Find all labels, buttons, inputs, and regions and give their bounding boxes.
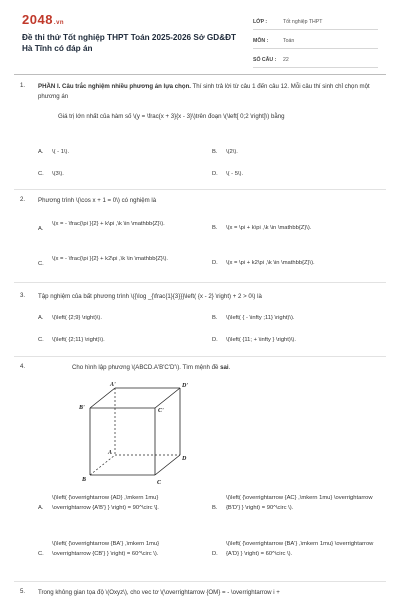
- question-number: 4.: [20, 363, 26, 370]
- logo-text: 2048: [22, 12, 53, 27]
- vertex-label: D': [182, 383, 188, 389]
- meta-class-label: LỚP :: [253, 18, 268, 25]
- option-letter: B.: [212, 315, 218, 321]
- meta-class: [253, 14, 378, 30]
- question-separator: [14, 356, 386, 357]
- edge-b-a-hidden: [90, 455, 115, 475]
- part-instructions: Thí sinh trả lời từ câu 1 đến câu 12. Mỗi câu thí sinh chỉ chọn một phương án: [38, 83, 370, 100]
- site-logo[interactable]: [22, 12, 64, 27]
- meta-class-value: Tốt nghiệp THPT: [283, 18, 323, 25]
- option-letter: A.: [38, 149, 44, 155]
- option-letter: A.: [38, 315, 44, 321]
- option-text: \(\left( {\overrightarrow {AD} ,\mkern 1mu} \overrightarrow {A'B'} } \right) = 90^\circ \].: [52, 495, 159, 511]
- option-letter: C.: [38, 337, 44, 343]
- question-number: 1.: [20, 82, 26, 89]
- vertex-label: A: [108, 450, 113, 456]
- document-title: Đề thi thử Tốt nghiệp THPT Toán 2025-2026 Sở GD&ĐT Hà Tĩnh có đáp án: [22, 33, 237, 53]
- meta-panel: [253, 14, 378, 71]
- header: [0, 0, 400, 72]
- question-separator: [14, 581, 386, 582]
- option-text: \( - 1\).: [52, 149, 70, 155]
- option-letter: C.: [38, 171, 44, 177]
- option-text: \(\left( {2;9} \right)\).: [52, 315, 102, 321]
- option-text: \(\left( { - \infty ;11} \right)\).: [226, 315, 295, 321]
- option-text: \(\left( {2;11} \right)\).: [52, 337, 105, 343]
- option-letter: D.: [212, 337, 218, 343]
- question-stem: Tập nghiệm của bất phương trình \({\log _{\frac{1}{3}}}\left( {x - 2} \right) + 2 > 0\) là: [38, 293, 262, 300]
- option-text: \(\left( {\overrightarrow {AC} ,\mkern 1mu} \overrightarrow {B'D'} } \right) = 90^\circ \).: [226, 495, 373, 511]
- meta-subject: [253, 33, 378, 49]
- question-number: 2.: [20, 196, 26, 203]
- option-letter: D.: [212, 551, 218, 557]
- logo-suffix: .vn: [53, 20, 65, 26]
- stem-emphasis: sai: [220, 364, 229, 371]
- option-letter: B.: [212, 225, 218, 231]
- option-letter: C.: [38, 551, 44, 557]
- question-separator: [14, 282, 386, 283]
- question-text: [38, 82, 383, 101]
- question-stem: Giá trị lớn nhất của hàm số \(y = \frac{x + 3}{x - 3}\)trên đoạn \(\left[ 0;2 \right]\) bằng: [58, 113, 285, 120]
- meta-count: [253, 52, 378, 68]
- question-number: 5.: [20, 588, 26, 595]
- option-text: \(x = - \frac{\pi }{2} + k\pi ,\k \in \mathbb{Z}\).: [52, 221, 165, 227]
- vertex-label: C: [157, 480, 162, 486]
- edge-b1-a1: [90, 388, 115, 408]
- edge-c-d: [155, 455, 180, 475]
- vertex-label: A': [110, 382, 116, 388]
- vertex-label: C': [158, 408, 164, 414]
- meta-subject-value: Toán: [283, 37, 295, 44]
- meta-count-label: SỐ CÂU :: [253, 56, 277, 63]
- part-heading: PHẦN I. Câu trắc nghiệm nhiều phương án lựa chọn.: [38, 83, 191, 90]
- option-text: \( - 5\).: [226, 171, 244, 177]
- option-text: \(\left( {\overrightarrow {BA'} ,\mkern 1mu} \overrightarrow {CB'} } \right) = 60^\circ \).: [52, 541, 160, 557]
- question-stem: Trong không gian tọa độ \(Oxyz\), cho vec tơ \(\overrightarrow {OM} = - \overrightarrow i +: [38, 589, 280, 596]
- cube-figure: [60, 380, 210, 490]
- option-letter: A.: [38, 505, 44, 511]
- option-text: \(\left( {11; + \infty } \right)\).: [226, 337, 296, 343]
- option-letter: A.: [38, 226, 44, 232]
- option-text: \(x = - \frac{\pi }{2} + k2\pi ,\k \in \mathbb{Z}\).: [52, 256, 168, 262]
- vertex-label: D: [182, 456, 187, 462]
- stem-text: Cho hình lập phương \(ABCD.A'B'C'D'\). Tìm mệnh đề: [72, 364, 221, 371]
- question-stem: [72, 363, 372, 373]
- meta-count-value: 22: [283, 56, 289, 63]
- option-letter: B.: [212, 149, 218, 155]
- option-letter: D.: [212, 171, 218, 177]
- option-text: \(\left( {\overrightarrow {BA'} ,\mkern 1mu} \overrightarrow {A'D} } \right) = 60^\circ \).: [226, 541, 374, 557]
- option-letter: C.: [38, 261, 44, 267]
- vertex-label: B': [79, 405, 85, 411]
- question-number: 3.: [20, 292, 26, 299]
- vertex-label: B: [82, 477, 87, 483]
- option-letter: D.: [212, 260, 218, 266]
- edge-c1-d1: [155, 388, 180, 408]
- header-divider: [14, 74, 386, 75]
- meta-subject-label: MÔN :: [253, 37, 269, 44]
- question-stem: Phương trình \(\cos x + 1 = 0\) có nghiệm là: [38, 197, 157, 204]
- option-text: \(2\).: [226, 149, 238, 155]
- option-text: \(x = \pi + k\pi ,\k \in \mathbb{Z}\).: [226, 225, 312, 231]
- question-separator: [14, 189, 386, 190]
- option-letter: B.: [212, 505, 218, 511]
- option-text: \(x = \pi + k2\pi ,\k \in \mathbb{Z}\).: [226, 260, 315, 266]
- option-text: \(3\).: [52, 171, 64, 177]
- stem-end: .: [228, 364, 231, 371]
